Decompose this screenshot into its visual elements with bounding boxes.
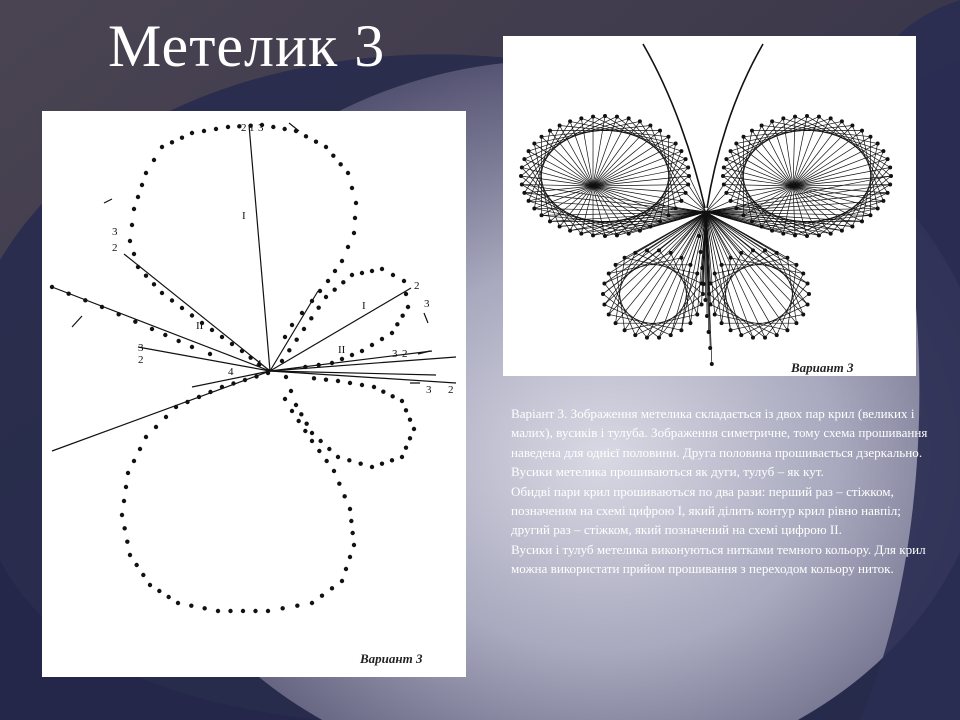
scheme-label: II [338,344,346,356]
description-paragraph: Вусики метелика прошиваються як дуги, тулуб – як кут. [511,464,824,480]
description-paragraph: Варіант 3. Зображення метелика складається із двох пар крил (великих і малих), вусиків і тулуба. Зображення симетричне, тому схема прошивання наведена для однієї половини. Друга половина прошивається дзеркально. [511,406,928,460]
scheme-label: 2 [414,280,420,292]
scheme-label: 4 [256,358,262,370]
butterfly-image-panel [503,36,916,376]
scheme-caption: Вариант 3 [360,651,423,666]
scheme-label: 2 [241,122,247,134]
scheme-label: II [196,320,204,332]
slide-title: Метелик 3 [108,13,386,79]
scheme-label: 2 [112,242,118,254]
stitch-scheme-panel [42,111,466,677]
description-paragraph: Обидві пари крил прошиваються по два рази: перший раз – стіжком, позначеним на схемі цифрою І, який ділить контур крил рівно навпіл; другий раз – стіжком, який позначений на схемі цифрою ІІ. [511,483,901,538]
butterfly-string-art [503,36,916,376]
stitch-scheme-diagram [42,111,466,677]
scheme-label: 4 [228,366,234,378]
scheme-label: I [242,210,246,222]
description-text [511,404,931,579]
photo-caption: Вариант 3 [791,360,854,375]
scheme-label: 2 [402,348,408,360]
scheme-label: 3 [138,342,144,354]
scheme-label: 3 [392,348,398,360]
scheme-label: I [362,300,366,312]
scheme-label: 2 [448,384,454,396]
scheme-label: 3 [258,122,264,134]
scheme-label: 3 [426,384,432,396]
description-paragraph: Вусики і тулуб метелика виконуються нитками темного кольору. Для крил можна використати прийом прошивання з переходом кольору ниток. [511,541,926,577]
scheme-label: 2 [138,354,144,366]
scheme-label: 3 [424,298,430,310]
scheme-label: 3 [112,226,118,238]
scheme-label: 1 [249,122,255,134]
